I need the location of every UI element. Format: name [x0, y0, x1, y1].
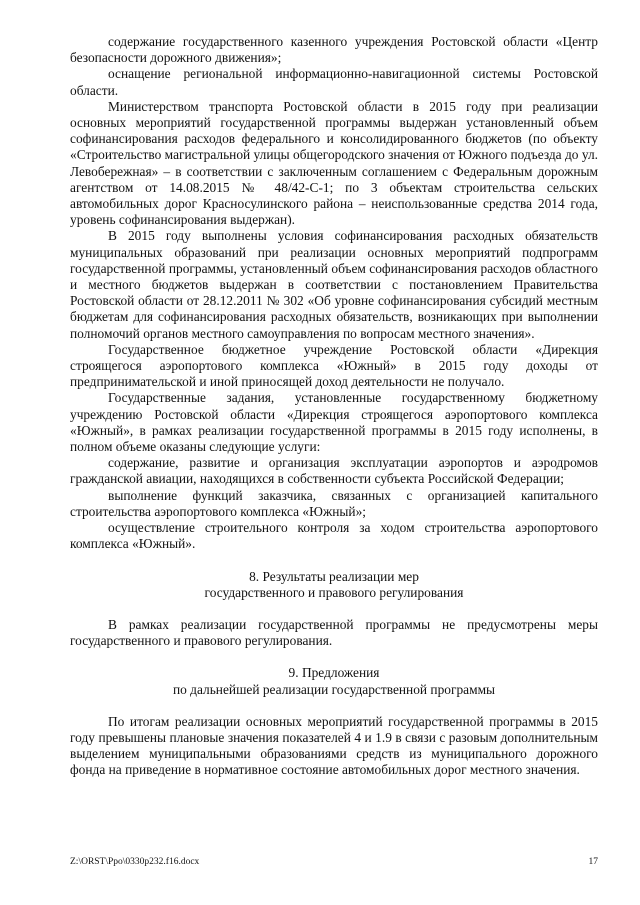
paragraph-1: содержание государственного казенного учреждения Ростовской области «Центр безопасности дорожного движения»;	[70, 34, 598, 66]
section-9-heading-line-2: по дальнейшей реализации государственной программы	[172, 681, 496, 697]
section-9-paragraph: По итогам реализации основных мероприятий государственной программы в 2015 году превышены плановые значения показателей 4 и 1.9 в связи с разовым дополнительным выделением муниципальными образованиями средств из муниципального дорожного фонда на приведение в нормативное состояние автомобильных дорог местного значения.	[70, 713, 598, 778]
paragraph-6: Государственные задания, установленные государственному бюджетному учреждению Ростовской области «Дирекция строящегося аэропортового комплекса «Южный», в рамках реализации государственной программы в 2015 году исполнены, в полном объеме оказаны следующие услуги:	[70, 390, 598, 455]
section-9-heading-line-1: 9. Предложения	[288, 665, 380, 681]
spacer	[70, 553, 598, 569]
paragraph-7: содержание, развитие и организация эксплуатации аэропортов и аэродромов гражданской авиации, находящихся в собственности субъекта Российской Федерации;	[70, 455, 598, 487]
page-number: 17	[588, 857, 598, 867]
spacer	[70, 649, 598, 665]
paragraph-8: выполнение функций заказчика, связанных с организацией капитального строительства аэропортового комплекса «Южный»;	[70, 487, 598, 519]
footer-file-path: Z:\ORST\Ppo\0330p232.f16.docx	[70, 857, 200, 867]
paragraph-4: В 2015 году выполнены условия софинансирования расходных обязательств муниципальных образований при реализации основных мероприятий подпрограмм государственной программы, установленный объем софинансирования расходов областного и местного бюджетов выдержан в соответствии с постановлением Правительства Ростовской области от 28.12.2011 № 302 «Об уровне софинансирования субсидий местным бюджетам для софинансирования расходных обязательств, возникающих при выполнении полномочий органов местного самоуправления по вопросам местного значения».	[70, 228, 598, 341]
spacer	[70, 601, 598, 617]
document-page	[70, 34, 598, 779]
paragraph-9: осуществление строительного контроля за ходом строительства аэропортового комплекса «Южный».	[70, 520, 598, 552]
paragraph-5: Государственное бюджетное учреждение Ростовской области «Дирекция строящегося аэропортового комплекса «Южный» в 2015 году доходы от предпринимательской и иной приносящей доход деятельности не получало.	[70, 341, 598, 390]
section-8-heading-line-1: 8. Результаты реализации мер	[249, 568, 419, 584]
section-8-heading-line-2: государственного и правового регулирования	[204, 584, 464, 600]
paragraph-3: Министерством транспорта Ростовской области в 2015 году при реализации основных мероприятий государственной программы выдержан установленный объем софинансирования расходов федерального и консолидированного бюджетов (по объекту «Строительство магистральной улицы общегородского значения от Южного подъезда до ул. Левобережная» – в соответствии с заключенным соглашением с Федеральным дорожным агентством от 14.08.2015 № 48/42-С-1; по 3 объектам строительства сельских автомобильных дорог Красносулинского района – неиспользованные средства 2014 года, уровень софинансирования выдержан).	[70, 98, 598, 228]
section-8-paragraph: В рамках реализации государственной программы не предусмотрены меры государственного и правового регулирования.	[70, 616, 598, 649]
section-9-heading	[70, 665, 598, 697]
spacer	[70, 698, 598, 714]
section-8-heading	[70, 569, 598, 601]
paragraph-2: оснащение региональной информационно-навигационной системы Ростовской области.	[70, 66, 598, 98]
